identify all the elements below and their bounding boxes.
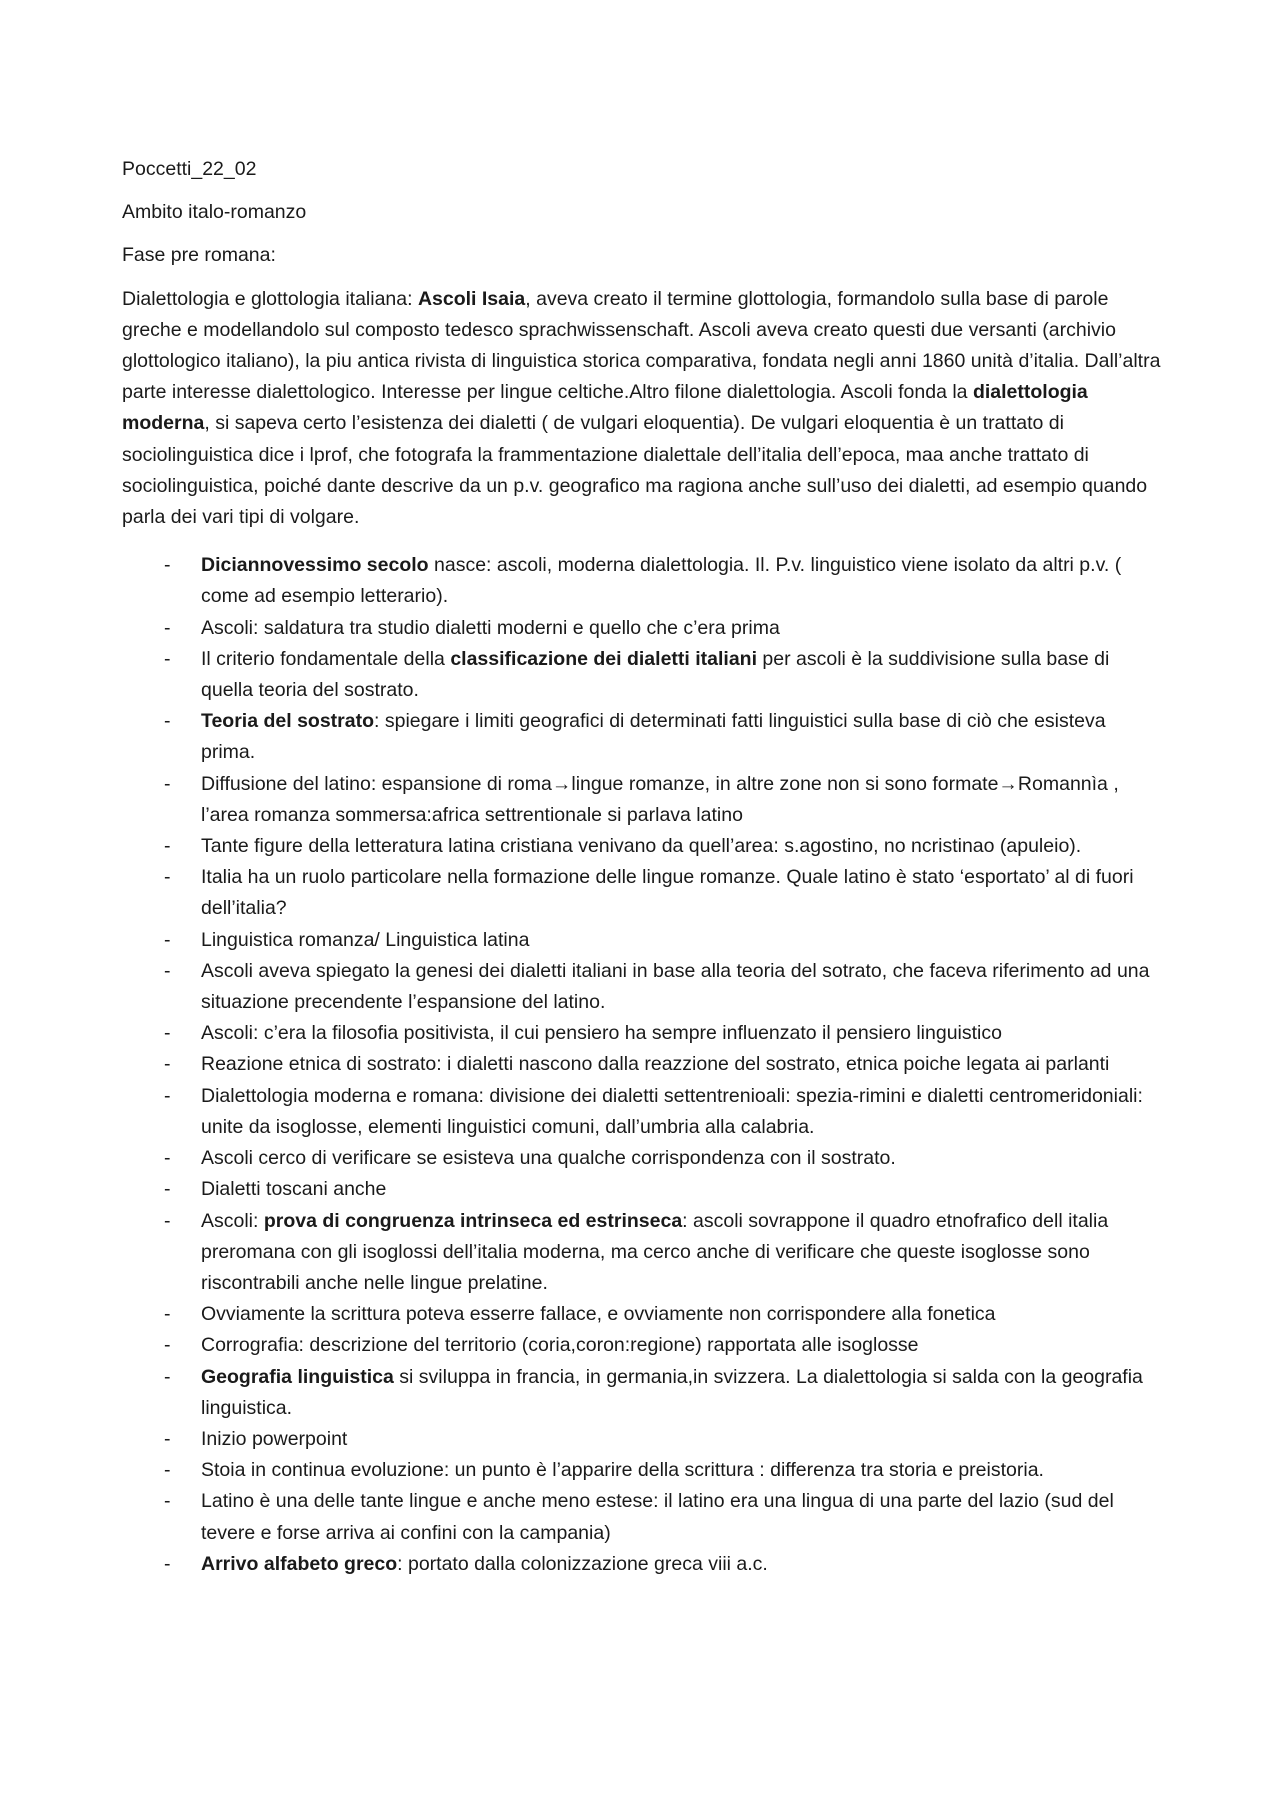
text-run: Stoia in continua evoluzione: un punto è l’apparire della scrittura : differenza tra storia e preistoria. — [201, 1459, 1044, 1482]
list-item — [122, 1549, 1165, 1580]
bullet-dash: - — [164, 928, 171, 951]
bold-text: dialettologia moderna — [122, 381, 1088, 435]
text-run: : spiegare i limiti geografici di determinati fatti linguistici sulla base di ciò che esisteva prima. — [201, 710, 1106, 764]
bullet-dash: - — [164, 647, 171, 670]
bullet-dash: - — [164, 1209, 171, 1232]
bold-text: Diciannovessimo secolo — [201, 554, 429, 577]
doc-title: Poccetti_22_02 — [122, 158, 257, 180]
list-item — [122, 1143, 1165, 1174]
bullet-dash: - — [164, 866, 171, 889]
text-run: Diffusione del latino: espansione di roma→lingue romanze, in altre zone non si sono formate→Romannìa , l’area romanza sommersa:africa settrentionale si parlava latino — [201, 772, 1119, 826]
bullet-dash: - — [164, 1552, 171, 1575]
bullet-dash: - — [164, 1427, 171, 1450]
text-run: Reazione etnica di sostrato: i dialetti nascono dalla reazzione del sostrato, etnica poiche legata ai parlanti — [201, 1053, 1110, 1076]
bold-text: Geografia linguistica — [201, 1365, 394, 1388]
text-run: Tante figure della letteratura latina cristiana venivano da quell’area: s.agostino, no ncristinao (apuleio). — [201, 835, 1082, 858]
list-item — [122, 644, 1165, 706]
text-run: , si sapeva certo l’esistenza dei dialetti ( de vulgari eloquentia). De vulgari eloquentia è un trattato di sociolinguistica dice i lprof, che fotografa la frammentazione dialettale dell’italia dell’epoca, maa anche trattato di sociolinguistica, poiché dante descrive da un p.v. geografico ma ragiona anche sull’uso dei dialetti, ad esempio quando parla dei vari tipi di volgare. — [122, 412, 1148, 529]
bullet-dash: - — [164, 835, 171, 858]
list-item — [122, 613, 1165, 644]
list-item — [122, 956, 1165, 1018]
bold-text: Ascoli Isaia — [417, 287, 526, 310]
text-run: Italia ha un ruolo particolare nella formazione delle lingue romanze. Quale latino è stato ‘esportato’ al di fuori dell’italia? — [201, 866, 1134, 920]
list-item — [122, 550, 1165, 612]
list-item — [122, 1174, 1165, 1205]
text-run: , aveva creato il termine glottologia, formandolo sulla base di parole greche e modellandolo sul composto tedesco sprachwissenschaft. Ascoli aveva creato questi due versanti (archivio glottologico italiano), la piu antica rivista di linguistica storica comparativa, fondata negli anni 1860 unità d’italia. Dall’altra parte interesse dialettologico. Interesse per lingue celtiche.Altro filone dialettologia. Ascoli fonda la — [122, 287, 1161, 404]
list-item — [122, 1299, 1165, 1330]
text-run: Ovviamente la scrittura poteva esserre fallace, e ovviamente non corrispondere alla fonetica — [201, 1303, 996, 1326]
text-run: Dialettologia moderna e romana: divisione dei dialetti settentrenioali: spezia-rimini e dialetti centromeridoniali: unite da isoglosse, elementi linguistici comuni, dall’umbria alla calabria. — [201, 1084, 1143, 1138]
list-item — [122, 1049, 1165, 1080]
bold-text: Teoria del sostrato — [201, 710, 375, 733]
bullet-dash: - — [164, 1147, 171, 1170]
text-run: Il criterio fondamentale della — [201, 647, 451, 670]
list-item — [122, 1424, 1165, 1455]
intro-paragraph — [122, 284, 1165, 534]
bullet-dash: - — [164, 1053, 171, 1076]
text-run: : ascoli sovrappone il quadro etnofrafico dell italia preromana con gli isoglossi dell’italia moderna, ma cerco anche di verificare che queste isoglosse sono riscontrabili anche nelle lingue prelatine. — [201, 1209, 1109, 1294]
bullet-dash: - — [164, 959, 171, 982]
list-item — [122, 1081, 1165, 1143]
bullet-dash: - — [164, 554, 171, 577]
list-item — [122, 1362, 1165, 1424]
bold-text: Arrivo alfabeto greco — [201, 1552, 398, 1575]
bullet-dash: - — [164, 1459, 171, 1482]
list-item — [122, 706, 1165, 768]
list-item — [122, 1206, 1165, 1300]
text-run: Inizio powerpoint — [201, 1427, 348, 1450]
text-run: per ascoli è la suddivisione sulla base di quella teoria del sostrato. — [201, 647, 1110, 702]
bullet-dash: - — [164, 1490, 171, 1513]
bullet-dash: - — [164, 1334, 171, 1357]
text-run: Dialettologia e glottologia italiana: — [122, 287, 418, 310]
text-run: Latino è una delle tante lingue e anche meno estese: il latino era una lingua di una parte del lazio (sud del tevere e forse arriva ai confini con la campania) — [201, 1490, 1114, 1544]
text-run: Linguistica romanza/ Linguistica latina — [201, 928, 530, 951]
list-item — [122, 1018, 1165, 1049]
bullet-dash: - — [164, 772, 171, 795]
bold-text: prova di congruenza intrinseca ed estrinseca — [263, 1209, 683, 1232]
text-run: Ascoli cerco di verificare se esisteva una qualche corrispondenza con il sostrato. — [201, 1147, 896, 1170]
section-heading: Fase pre romana: — [122, 244, 276, 267]
list-item — [122, 831, 1165, 862]
bullet-dash: - — [164, 1022, 171, 1045]
list-item — [122, 1330, 1165, 1361]
list-item — [122, 862, 1165, 924]
list-item — [122, 1486, 1165, 1548]
bullet-list — [122, 550, 1165, 1580]
text-run: Ascoli: c’era la filosofia positivista, il cui pensiero ha sempre influenzato il pensiero linguistico — [201, 1022, 1002, 1045]
doc-subtitle: Ambito italo-romanzo — [122, 201, 307, 224]
bullet-dash: - — [164, 616, 171, 639]
text-run: Dialetti toscani anche — [201, 1178, 387, 1201]
text-run: : portato dalla colonizzazione greca viii a.c. — [397, 1552, 768, 1575]
bullet-dash: - — [164, 1178, 171, 1201]
bold-text: classificazione dei dialetti italiani — [450, 647, 757, 670]
bullet-dash: - — [164, 1084, 171, 1107]
list-item — [122, 925, 1165, 956]
list-item — [122, 1455, 1165, 1486]
text-run: Corrografia: descrizione del territorio (coria,coron:regione) rapportata alle isoglosse — [201, 1334, 919, 1357]
list-item — [122, 769, 1165, 831]
bullet-dash: - — [164, 710, 171, 733]
text-run: Ascoli: — [201, 1209, 264, 1232]
text-run: si sviluppa in francia, in germania,in svizzera. La dialettologia si salda con la geografia linguistica. — [201, 1365, 1143, 1419]
text-run: nasce: ascoli, moderna dialettologia. Il. P.v. linguistico viene isolato da altri p.v. ( come ad esempio letterario). — [201, 554, 1122, 608]
bullet-dash: - — [164, 1365, 171, 1388]
bullet-dash: - — [164, 1303, 171, 1326]
text-run: Ascoli aveva spiegato la genesi dei dialetti italiani in base alla teoria del sotrato, che faceva riferimento ad una situazione precendente l’espansione del latino. — [201, 959, 1150, 1014]
text-run: Ascoli: saldatura tra studio dialetti moderni e quello che c’era prima — [201, 616, 780, 639]
